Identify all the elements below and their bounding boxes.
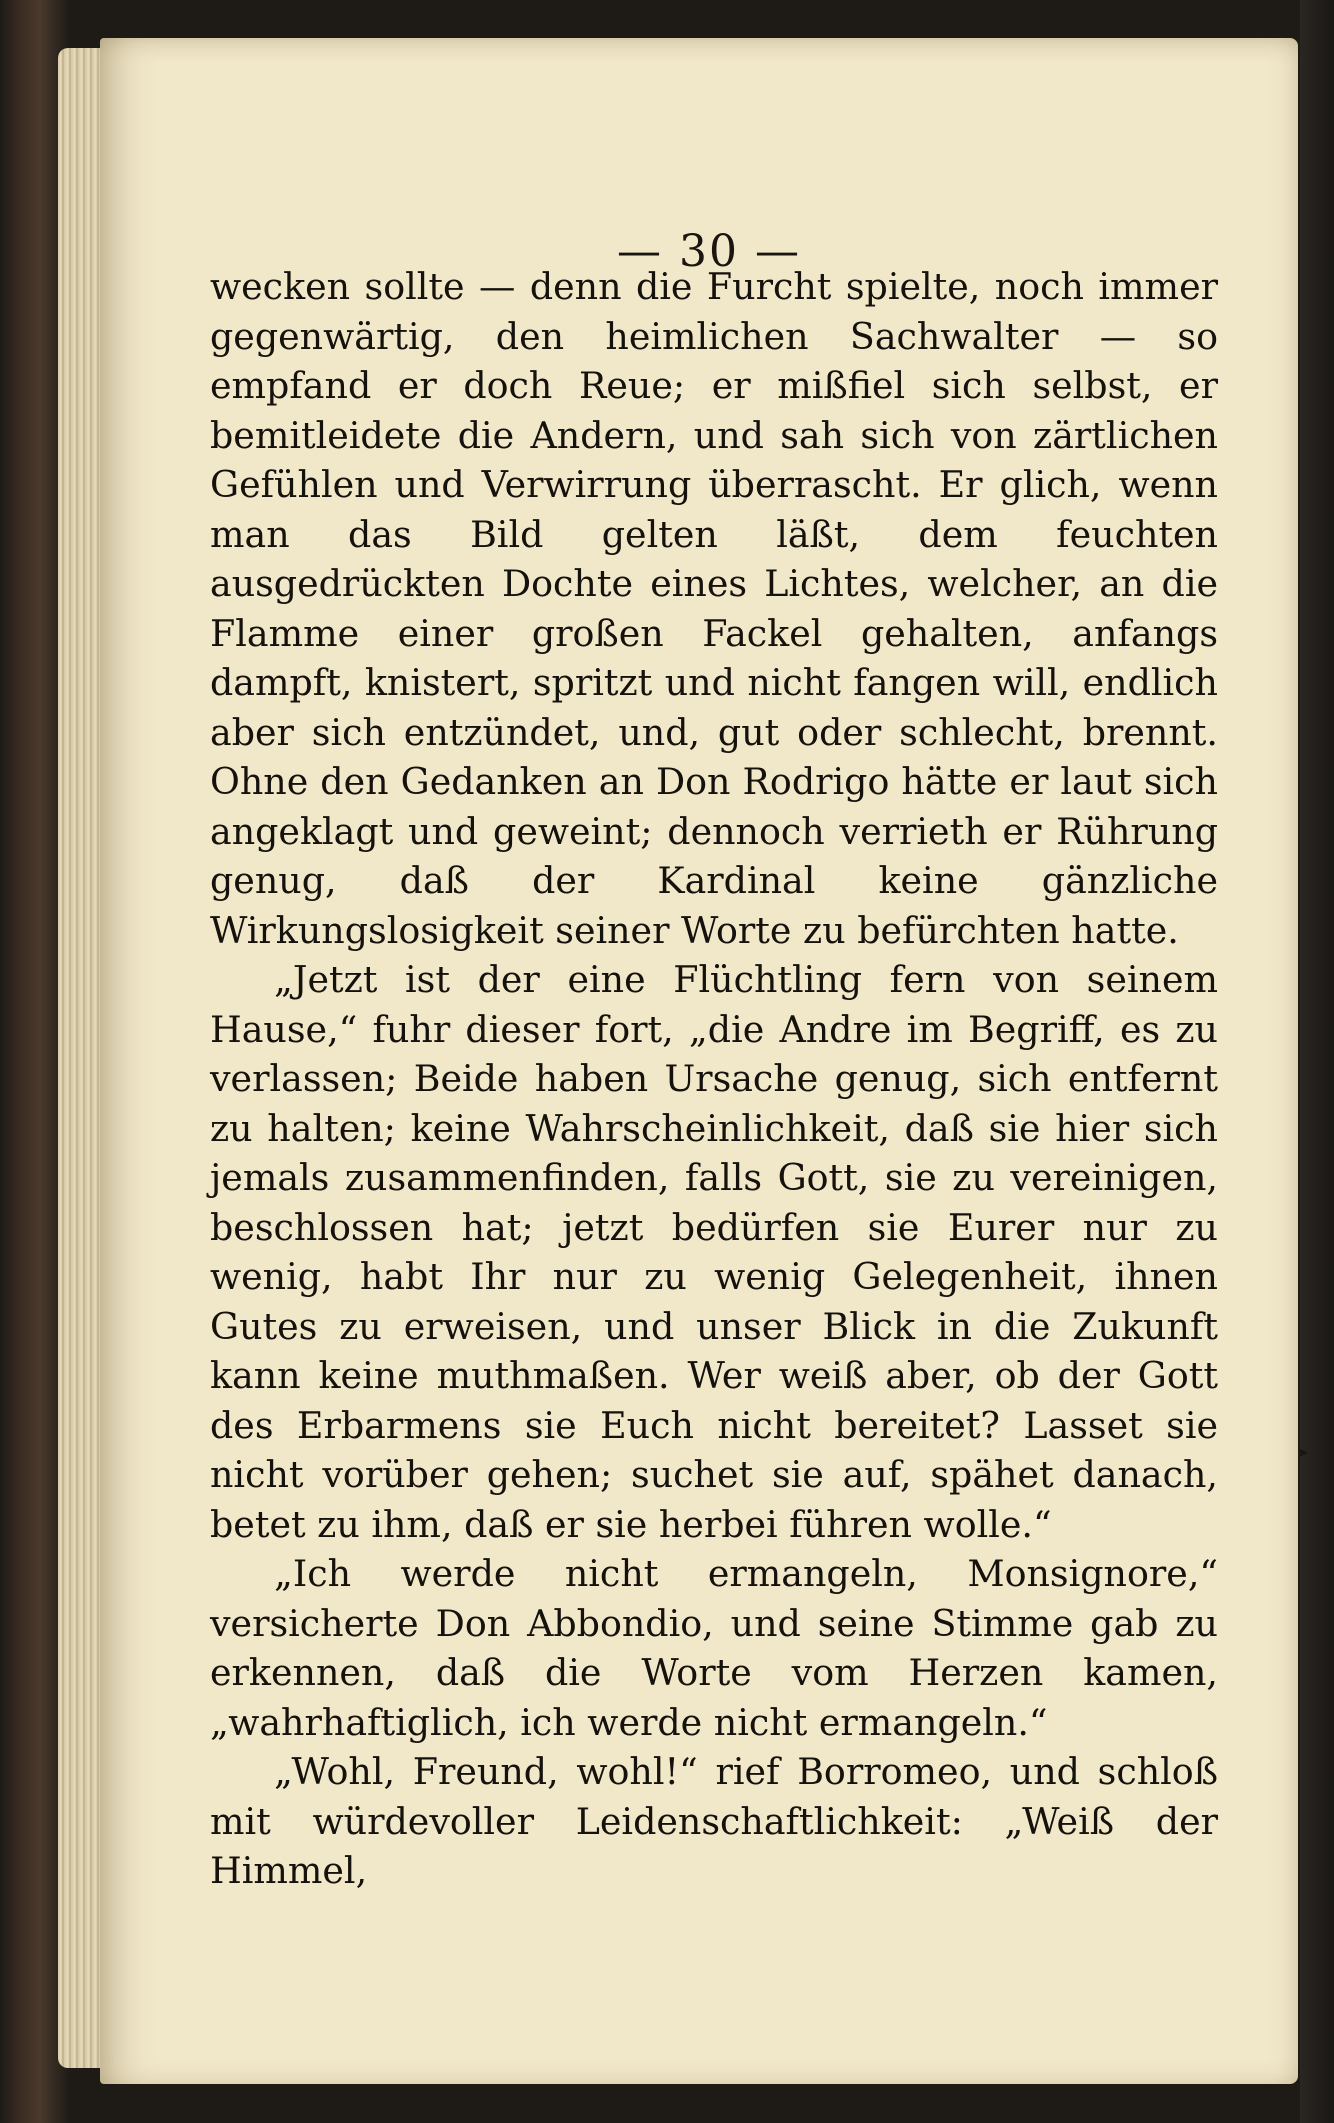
paragraph: wecken sollte — denn die Furcht spielte, noch immer gegenwärtig, den heimlichen Sachwalter — so empfand er doch Reue; er mißfiel sich selbst, er bemitleidete die Andern, und sah sich von zärtlichen Gefühlen und Verwirrung überrascht. Er glich, wenn man das Bild gelten läßt, dem feuchten ausgedrückten Dochte eines Lichtes, welcher, an die Flamme einer großen Fackel gehalten, anfangs dampft, knistert, spritzt und nicht fangen will, endlich aber sich entzündet, und, gut oder schlecht, brennt. Ohne den Gedanken an Don Rodrigo hätte er laut sich angeklagt und geweint; dennoch verrieth er Rührung genug, daß der Kardinal keine gänzliche Wirkungslosigkeit seiner Worte zu befürchten hatte. (210, 265, 1218, 952)
book-cover-edge (1300, 0, 1334, 2123)
paragraph: „Ich werde nicht ermangeln, Monsignore,“ versicherte Don Abbondio, und seine Stimme gab zu erkennen, daß die Worte vom Herzen kamen, „wahrhaftiglich, ich werde nicht ermangeln.“ (210, 1552, 1218, 1744)
page-text (210, 262, 1218, 1896)
page-number: — 30 — (617, 226, 801, 277)
margin-mark-icon: ▸ (1300, 1442, 1309, 1461)
paragraph: „Jetzt ist der eine Flüchtling fern von seinem Hause,“ fuhr dieser fort, „die Andre im Begriff, es zu verlassen; Beide haben Ursache genug, sich entfernt zu halten; keine Wahrscheinlichkeit, daß sie hier sich jemals zusammenfinden, falls Gott, sie zu vereinigen, beschlossen hat; jetzt bedürfen sie Eurer nur zu wenig, habt Ihr nur zu wenig Gelegenheit, ihnen Gutes zu erweisen, und unser Blick in die Zukunft kann keine muthmaßen. Wer weiß aber, ob der Gott des Erbarmens sie Euch nicht bereitet? Lasset sie nicht vorüber gehen; suchet sie auf, spähet danach, betet zu ihm, daß er sie herbei führen wolle.“ (210, 958, 1218, 1546)
paragraph: „Wohl, Freund, wohl!“ rief Borromeo, und schloß mit würdevoller Leidenschaftlichkeit: „Weiß der Himmel, (210, 1750, 1218, 1892)
